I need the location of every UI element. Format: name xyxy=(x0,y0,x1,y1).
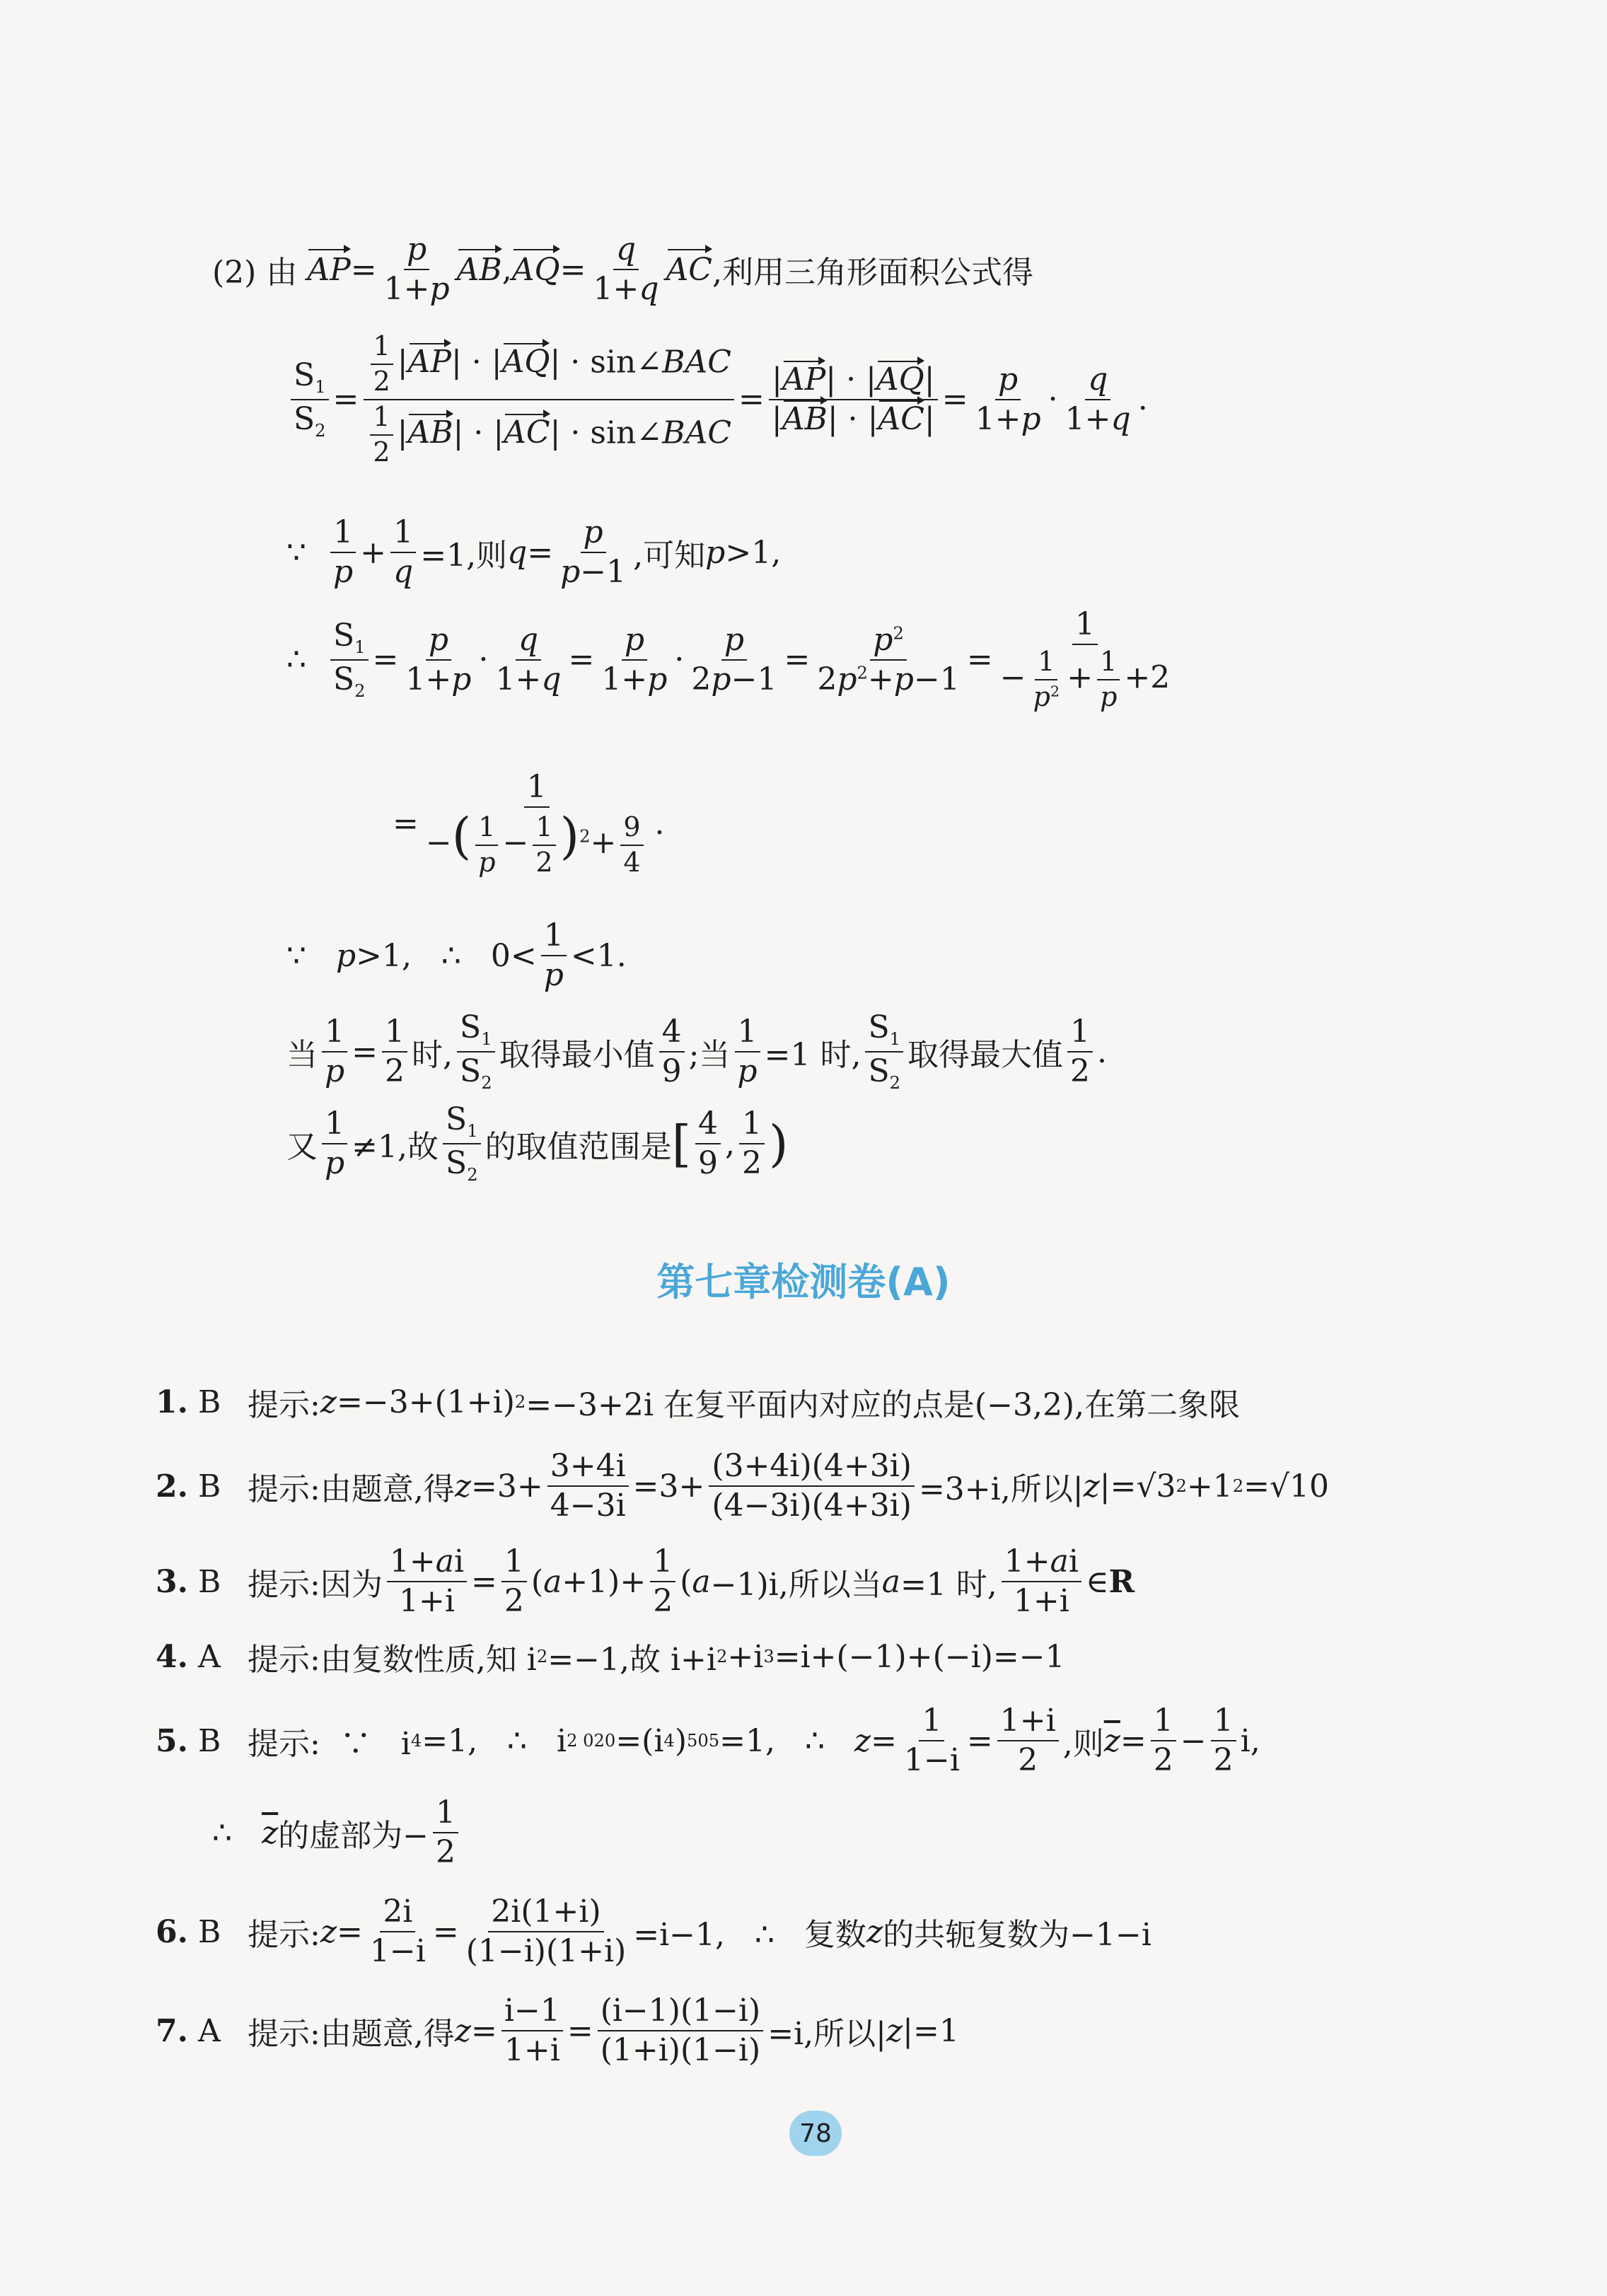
therefore-symbol: ∴ xyxy=(286,642,306,678)
part2-label: (2) 由 xyxy=(212,255,298,291)
area-ratio-formula: $\frac{S_1}{S_2}$ = $\frac{1}{2}$ |AP| · |AQ| · sin∠BAC $\frac{1}{2}$ |AB| · |AC| · sin∠BAC = $\frac{|AP| \cdot |AQ|}{|AB| \cdot |AC|}$ = $\frac{p}{1+p}$ · $\frac{q}{1+q}$ . xyxy=(286,332,1148,467)
ratio-derivation: ∴ $\frac{S_1}{S_2}$ = $\frac{p}{1+p}$ · $\frac{q}{1+q}$ = $\frac{p}{1+p}$ · $\frac{p}{2p-1}$ = $\frac{p^2}{2p^2+p-1}$ = 1 − $\frac{1}{p^2}$ + $\frac{1}{p}$ +2 xyxy=(286,606,1171,713)
section-title: 第七章检测卷(A) xyxy=(656,1260,951,1304)
answer-2: 2. B 提示:由题意,得 z =3+ $\frac{3+4i}{4-3i}$ =3+ $\frac{(3+4i)(4+3i)}{(4-3i)(4+3i)}$ =3+i,所以| z |=√3 2 +1 2 =√10 xyxy=(156,1448,1330,1524)
range-conclusion: 又 $\frac{1}{p}$ ≠1,故 $\frac{S_1}{S_2}$ 的取值范围是 [ $\frac{4}{9}$ , $\frac{1}{2}$ ) xyxy=(286,1101,789,1185)
ratio-completed-square: = 1 −( $\frac{1}{p}$ − $\frac{1}{2}$ )$^2$+ $\frac{9}{4}$ . xyxy=(393,769,665,878)
answer-7: 7. A 提示:由题意,得 z = $\frac{i-1}{1+i}$ = $\frac{(i-1)(1-i)}{(1+i)(1-i)}$ =i,所以| z |=1 xyxy=(156,1993,959,2069)
extremes-line: 当 $\frac{1}{p}$ = $\frac{1}{2}$ 时, $\frac{S_1}{S_2}$ 取得最小值 $\frac{4}{9}$ ;当 $\frac{1}{p}$ =1 时, $\frac{S_1}{S_2}$ 取得最大值 $\frac{1}{2}$ . xyxy=(286,1009,1107,1093)
p-range-line: ∵ p >1, ∴ 0< $\frac{1}{p}$ <1. xyxy=(286,917,627,994)
answer-6: 6. B 提示: z = $\frac{2i}{1-i}$ = $\frac{2i(1+i)}{(1-i)(1+i)}$ =i−1, ∴ 复数 z 的共轭复数为−1−i xyxy=(156,1894,1151,1970)
answer-5-cont: ∴ $\overline{z}$ 的虚部为− $\frac{1}{2}$ xyxy=(212,1797,463,1869)
part2-line1: (2) 由 AP = $\frac{p}{1+p}$ AB , AQ = $\frac{q}{1+q}$ AC ,利用三角形面积公式得 xyxy=(212,231,1033,308)
page-number: 78 xyxy=(789,2111,842,2156)
condition-line: ∵ $\frac{1}{p}$ + $\frac{1}{q}$ =1,则 q = $\frac{p}{p-1}$ ,可知 p >1, xyxy=(286,514,782,591)
answer-3: 3. B 提示:因为 $\frac{1+ai}{1+i}$ = $\frac{1}{2}$ ( a +1)+ $\frac{1}{2}$ ( a −1)i,所以当 a =1 时, $\frac{1+ai}{1+i}$ ∈ R xyxy=(156,1543,1135,1620)
answer-5: 5. B 提示: ∵ i 4 =1, ∴ i 2 020 =(i 4 ) 505 =1, ∴ z = $\frac{1}{1-i}$ = $\frac{1+i}{2}$ ,则 $\overline{z}$ = $\frac{1}{2}$ − $\frac{1}{2}$ i, xyxy=(156,1703,1260,1779)
since-symbol: ∵ xyxy=(286,534,306,571)
answer-4: 4. A 提示:由复数性质,知 i 2 =−1,故 i+i 2 +i 3 =i+(−1)+(−i)=−1 xyxy=(156,1638,1065,1678)
answer-1: 1. B 提示: z =−3+(1+i) 2 =−3+2i 在复平面内对应的点是(−3,2),在第二象限 xyxy=(156,1384,1241,1423)
part2-lead-text: ,利用三角形面积公式得 xyxy=(712,255,1033,291)
